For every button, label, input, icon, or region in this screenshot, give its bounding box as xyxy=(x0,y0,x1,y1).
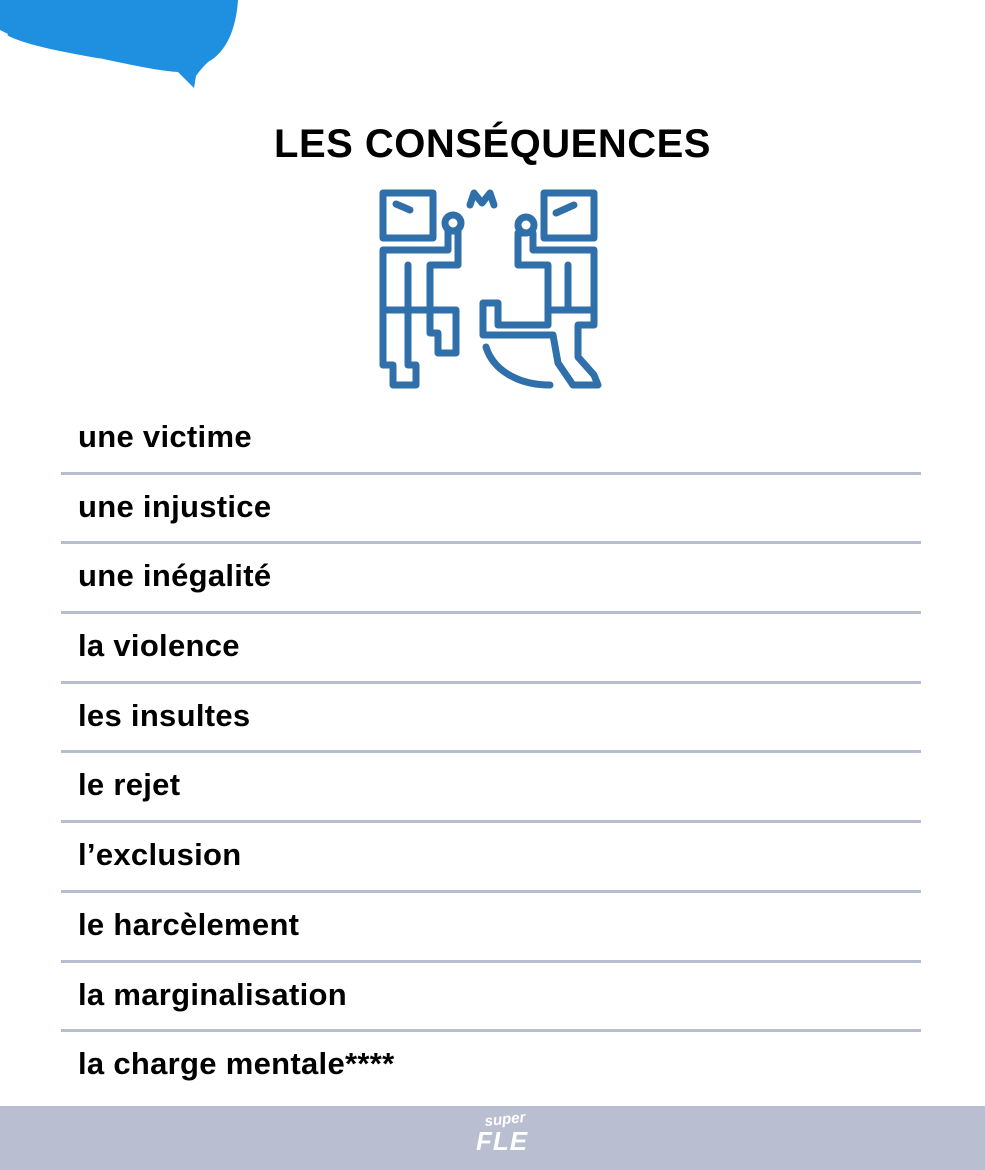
vocab-label: une injustice xyxy=(78,488,272,524)
vocab-label: une inégalité xyxy=(78,558,272,594)
list-item xyxy=(61,963,921,1033)
list-item xyxy=(61,684,921,754)
speech-bubble-icon xyxy=(0,0,250,95)
list-item xyxy=(61,893,921,963)
vocabulary-list xyxy=(61,405,921,1102)
list-item xyxy=(61,544,921,614)
vocab-label: le harcèlement xyxy=(78,906,300,942)
vocab-label: la charge mentale**** xyxy=(78,1046,395,1082)
footer-bar xyxy=(0,1106,985,1170)
vocab-label: les insultes xyxy=(78,697,251,733)
vocab-label: le rejet xyxy=(78,767,181,803)
two-people-fighting-icon xyxy=(378,185,606,405)
list-item xyxy=(61,1032,921,1102)
list-item xyxy=(61,405,921,475)
list-item xyxy=(61,823,921,893)
logo-line-super: super xyxy=(483,1108,527,1131)
logo-line-fle: FLE xyxy=(475,1126,529,1156)
super-fle-logo xyxy=(467,1108,537,1166)
list-item xyxy=(61,753,921,823)
page-title: LES CONSÉQUENCES xyxy=(274,122,711,166)
vocab-label: l’exclusion xyxy=(78,837,242,873)
vocab-label: la marginalisation xyxy=(78,976,347,1012)
list-item xyxy=(61,475,921,545)
list-item xyxy=(61,614,921,684)
vocab-label: une victime xyxy=(78,419,252,454)
vocab-label: la violence xyxy=(78,628,240,664)
